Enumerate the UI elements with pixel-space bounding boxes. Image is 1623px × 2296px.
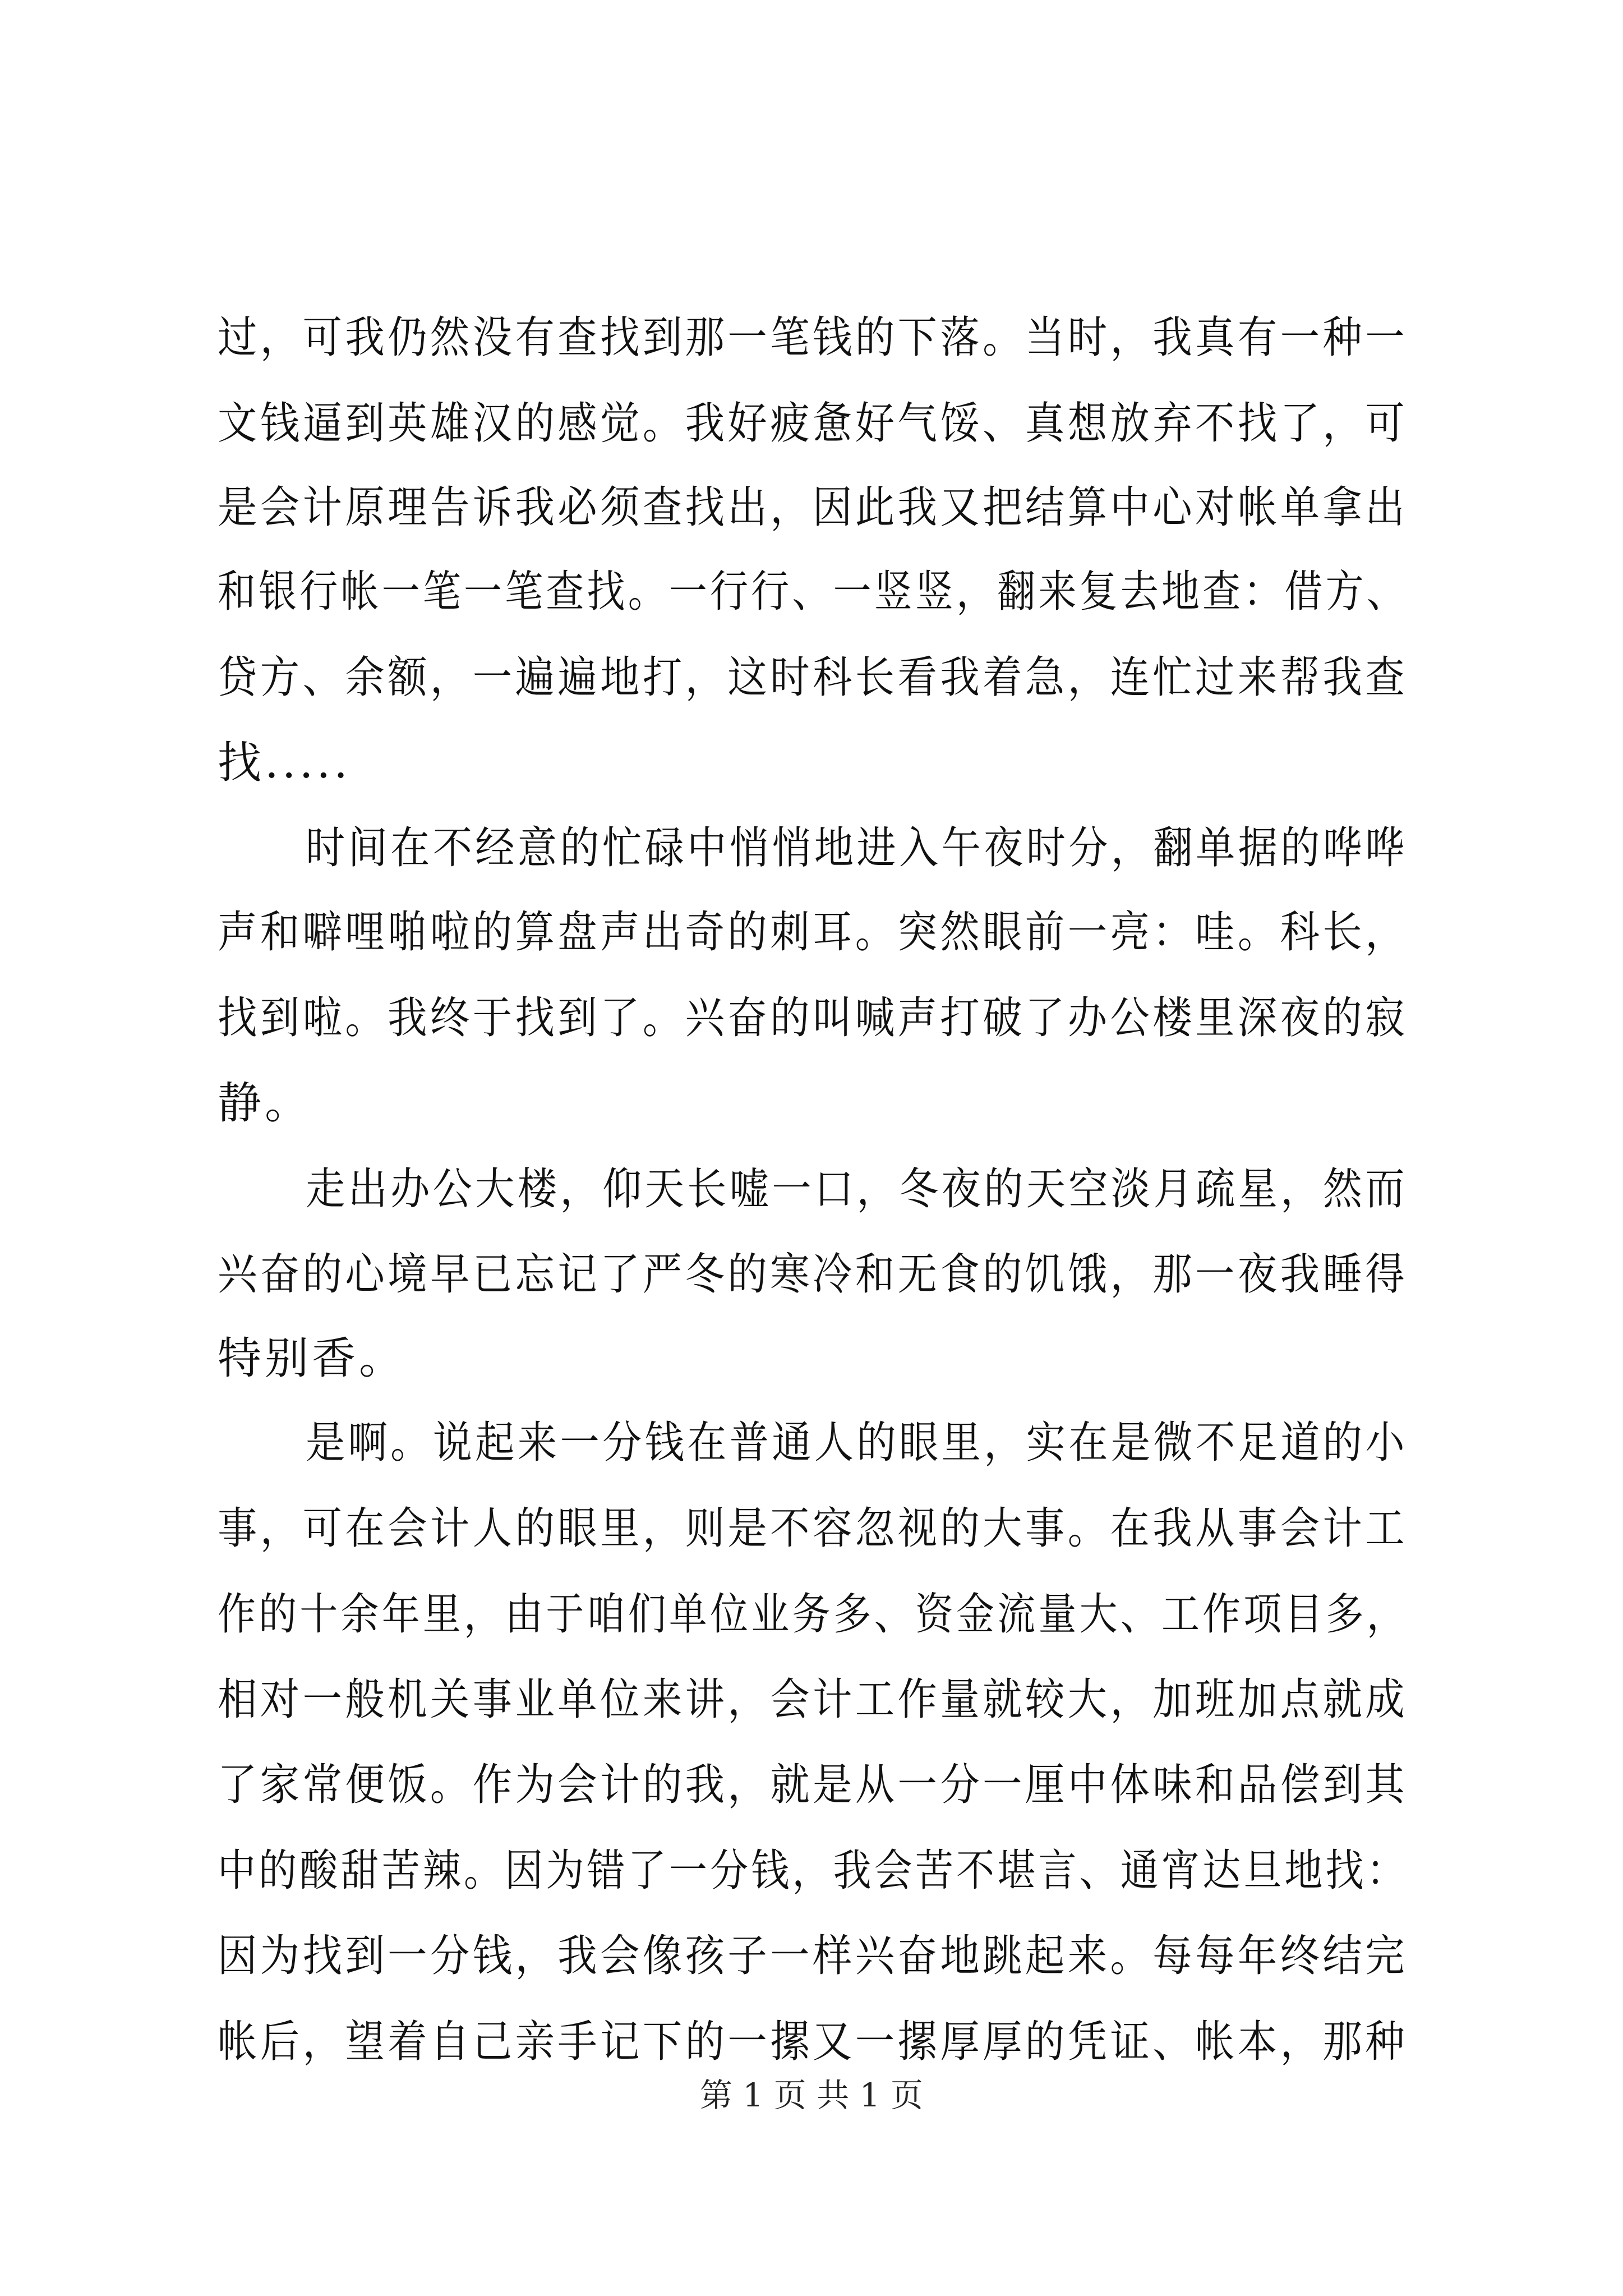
text-line: 因为找到一分钱，我会像孩子一样兴奋地跳起来。每每年终结完	[218, 1931, 1408, 1981]
text-line: 帐后，望着自己亲手记下的一摞又一摞厚厚的凭证、帐本，那种	[218, 2017, 1408, 2067]
text-line: 了家常便饭。作为会计的我，就是从一分一厘中体味和品偿到其	[218, 1760, 1408, 1810]
text-line: 找到啦。我终于找到了。兴奋的叫喊声打破了办公楼里深夜的寂	[218, 993, 1408, 1043]
text-line: 找.....	[218, 738, 351, 788]
page-footer: 第 1 页 共 1 页	[700, 2076, 923, 2114]
text-line: 贷方、余额，一遍遍地打，这时科长看我着急，连忙过来帮我查	[218, 652, 1408, 703]
text-line: 文钱逼到英雄汉的感觉。我好疲惫好气馁、真想放弃不找了，可	[218, 398, 1408, 449]
text-line: 走出办公大楼，仰天长嘘一口，冬夜的天空淡月疏星，然而	[306, 1164, 1408, 1214]
text-line: 和银行帐一笔一笔查找。一行行、一竖竖，翻来复去地查：借方、	[218, 567, 1408, 617]
text-line: 声和噼哩啪啦的算盘声出奇的刺耳。突然眼前一亮：哇。科长，	[218, 907, 1408, 958]
text-line: 静。	[218, 1078, 312, 1129]
text-line: 特别香。	[218, 1333, 407, 1384]
text-line: 相对一般机关事业单位来讲，会计工作量就较大，加班加点就成	[218, 1674, 1408, 1725]
text-line: 中的酸甜苦辣。因为错了一分钱，我会苦不堪言、通宵达旦地找：	[218, 1846, 1408, 1896]
text-line: 过，可我仍然没有查找到那一笔钱的下落。当时，我真有一种一	[218, 312, 1408, 363]
text-line: 是会计原理告诉我必须查找出，因此我又把结算中心对帐单拿出	[218, 482, 1408, 533]
text-line: 是啊。说起来一分钱在普通人的眼里，实在是微不足道的小	[306, 1418, 1408, 1468]
text-line: 作的十余年里，由于咱们单位业务多、资金流量大、工作项目多，	[218, 1589, 1408, 1640]
text-line: 事，可在会计人的眼里，则是不容忽视的大事。在我从事会计工	[218, 1503, 1408, 1554]
text-line: 时间在不经意的忙碌中悄悄地进入午夜时分，翻单据的哗哗	[306, 823, 1408, 873]
text-line: 兴奋的心境早已忘记了严冬的寒冷和无食的饥饿，那一夜我睡得	[218, 1249, 1408, 1300]
